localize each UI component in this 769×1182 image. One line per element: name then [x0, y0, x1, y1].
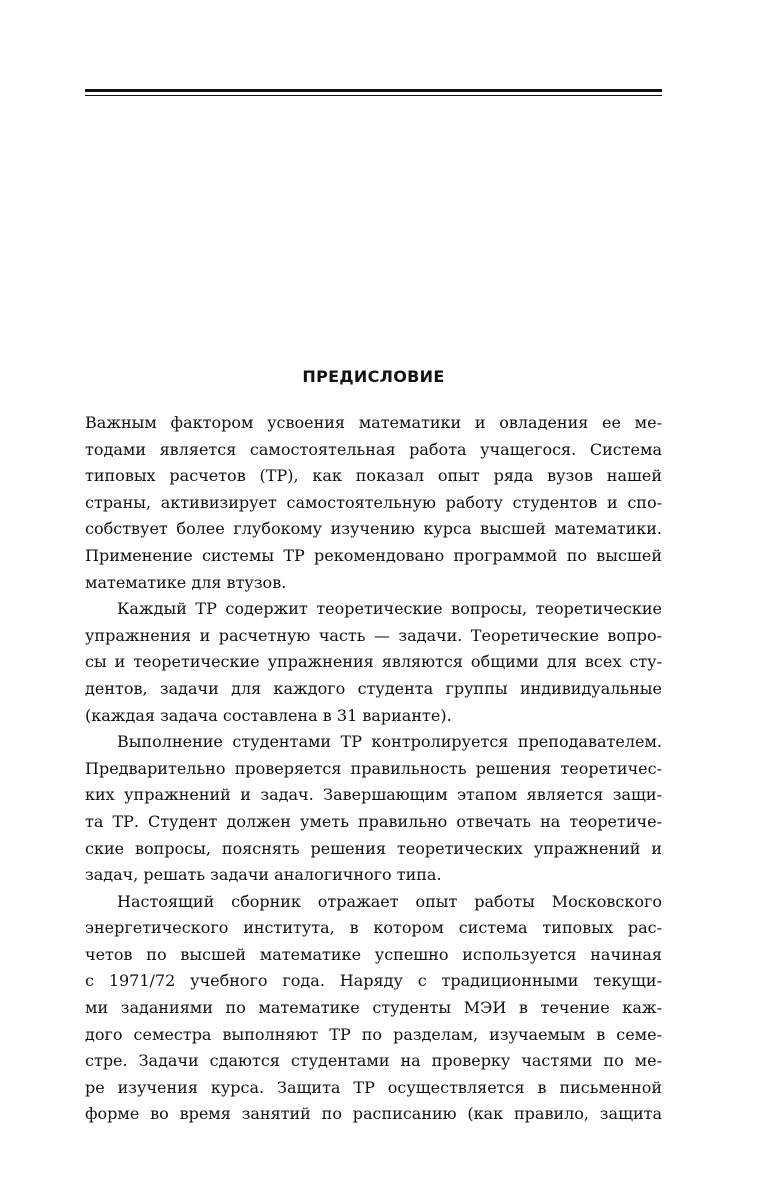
text-line: форме во время занятий по расписанию (как правило, защита [85, 1104, 662, 1124]
text-line: математике для втузов. [85, 572, 287, 592]
text-line: дентов, задачи для каждого студента группы индивидуальные [85, 678, 662, 698]
text-line: (каждая задача составлена в 31 варианте). [85, 705, 452, 725]
text-line: сы и теоретические упражнения являются общими для всех сту- [85, 652, 662, 672]
text-line: Каждый ТР содержит теоретические вопросы, теоретические [117, 599, 662, 619]
preface-text [85, 410, 662, 1128]
text-line: Выполнение студентами ТР контролируется преподавателем. [117, 732, 662, 752]
text-line: Предварительно проверяется правильность решения теоретичес- [85, 758, 662, 778]
text-line: ре изучения курса. Защита ТР осуществляется в письменной [85, 1077, 662, 1097]
text-line: та ТР. Студент должен уметь правильно отвечать на теоретиче- [85, 811, 662, 831]
text-line: задач, решать задачи аналогичного типа. [85, 865, 442, 885]
header-rule-thin [85, 95, 662, 96]
text-line: энергетического института, в котором система типовых рас- [85, 918, 662, 938]
text-line: страны, активизирует самостоятельную работу студентов и спо- [85, 492, 662, 512]
text-line: Важным фактором усвоения математики и овладения ее ме- [85, 413, 662, 432]
text-line: тодами является самостоятельная работа учащегося. Система [85, 439, 662, 459]
text-line: типовых расчетов (ТР), как показал опыт ряда вузов нашей [85, 466, 662, 486]
text-line: собствует более глубокому изучению курса высшей математики. [85, 519, 662, 539]
text-line: четов по высшей математике успешно используется начиная [85, 944, 662, 964]
text-line: стре. Задачи сдаются студентами на проверку частями по ме- [85, 1051, 662, 1071]
page-title: ПРЕДИСЛОВИЕ [302, 367, 445, 386]
text-line: Применение системы ТР рекомендовано программой по высшей [85, 545, 662, 565]
text-line: с 1971/72 учебного года. Наряду с традиционными текущи- [85, 971, 662, 991]
text-line: упражнения и расчетную часть — задачи. Теоретические вопро- [85, 625, 662, 645]
text-line: Настоящий сборник отражает опыт работы Московского [117, 891, 662, 911]
header-rule-thick [85, 89, 662, 92]
text-line: ми заданиями по математике студенты МЭИ в течение каж- [85, 998, 662, 1018]
text-line: дого семестра выполняют ТР по разделам, изучаемым в семе- [85, 1024, 662, 1044]
text-line: ких упражнений и задач. Завершающим этапом является защи- [85, 785, 662, 805]
text-line: ские вопросы, пояснять решения теоретических упражнений и [85, 838, 662, 858]
